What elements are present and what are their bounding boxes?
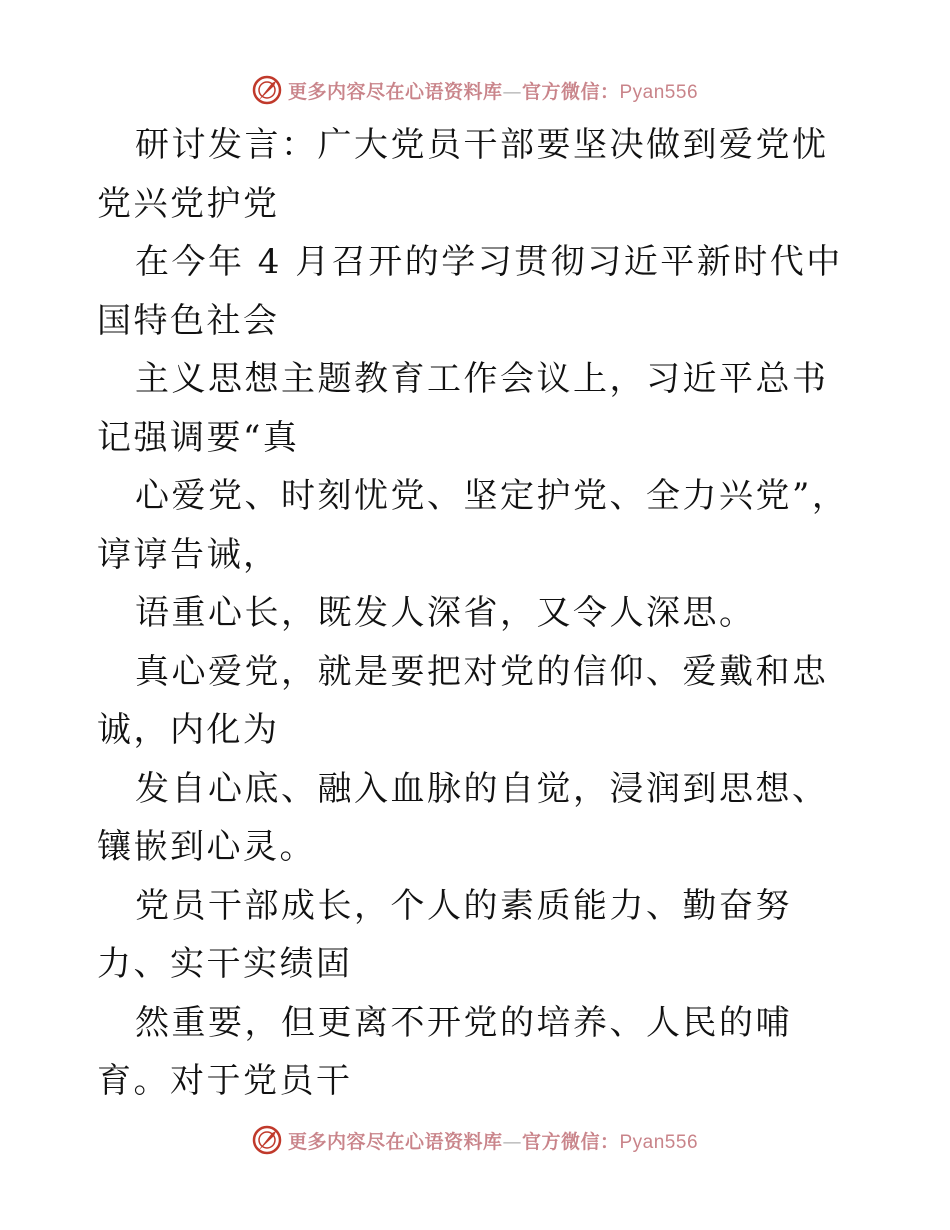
paragraph: 在今年 4 月召开的学习贯彻习近平新时代中国特色社会: [97, 242, 843, 341]
document-title-paragraph: 研讨发言：广大党员干部要坚决做到爱党忧党兴党护党: [97, 125, 829, 224]
paragraph: 党员干部成长，个人的素质能力、勤奋努力、实干实绩固: [97, 885, 792, 984]
quill-logo-icon: [252, 1125, 282, 1155]
document-body: [97, 116, 857, 1111]
header-watermark: [0, 70, 950, 110]
watermark-account: Pyan556: [619, 1131, 699, 1153]
paragraph: 心爱党、时刻忧党、坚定护党、全力兴党”，谆谆告诫，: [97, 476, 849, 575]
watermark-wechat-label: 官方微信：: [521, 1130, 620, 1153]
watermark-separator: —: [502, 1130, 522, 1153]
paragraph: 发自心底、融入血脉的自觉，浸润到思想、镶嵌到心灵。: [97, 768, 829, 867]
paragraph: 语重心长，既发人深省，又令人深思。: [135, 593, 756, 633]
watermark-account: Pyan556: [619, 81, 699, 103]
watermark-text: 更多内容尽在心语资料库: [287, 1130, 503, 1153]
footer-watermark: [0, 1120, 950, 1160]
paragraph: 主义思想主题教育工作会议上，习近平总书记强调要“真: [97, 359, 829, 458]
paragraph: 真心爱党，就是要把对党的信仰、爱戴和忠诚，内化为: [97, 651, 829, 750]
paragraph: 然重要，但更离不开党的培养、人民的哺育。对于党员干: [97, 1002, 792, 1101]
watermark-separator: —: [502, 80, 522, 103]
watermark-text: 更多内容尽在心语资料库: [287, 80, 503, 103]
watermark-wechat-label: 官方微信：: [521, 80, 620, 103]
quill-logo-icon: [252, 75, 282, 105]
